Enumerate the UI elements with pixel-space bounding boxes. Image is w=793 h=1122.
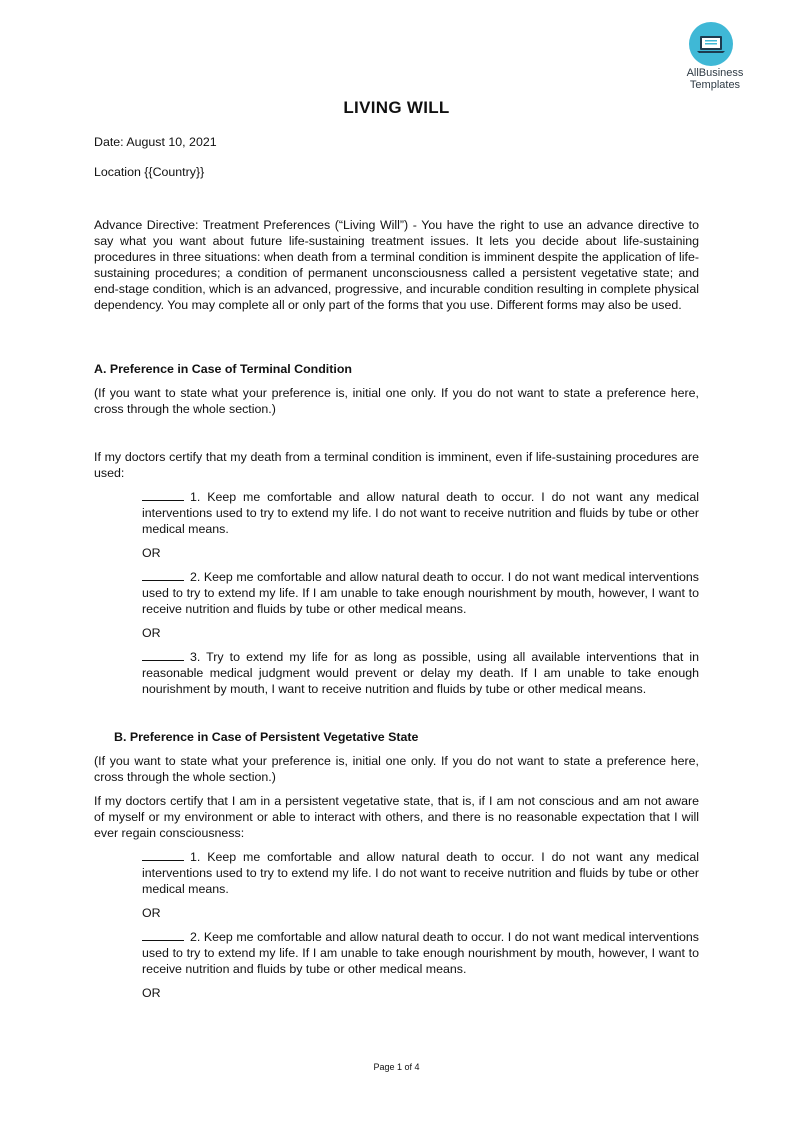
section-a-heading: A. Preference in Case of Terminal Condition [94,362,352,376]
initial-blank[interactable] [142,849,184,861]
section-b-heading: B. Preference in Case of Persistent Vegetative State [114,730,419,744]
document-title: LIVING WILL [343,98,450,117]
or-separator: OR [142,546,161,560]
initial-blank[interactable] [142,569,184,581]
or-separator: OR [142,986,161,1000]
company-logo [680,22,750,94]
logo-line-2: Templates [689,79,741,91]
laptop-icon [689,22,733,66]
option-text: 3. Try to extend my life for as long as possible, using all available interventions that in reasonable medical judgment would prevent or delay my death. If I am unable to take enough nourishment by mouth, I want to receive nutrition and fluids by tube or other medical means. [142,650,699,696]
or-separator: OR [142,906,161,920]
section-b-option-1 [142,849,699,897]
section-a-option-1 [142,489,699,537]
option-text: 1. Keep me comfortable and allow natural death to occur. I do not want any medical interventions used to try to extend my life. I do not want to receive nutrition and fluids by tube or other medical means. [142,850,699,896]
option-text: 2. Keep me comfortable and allow natural death to occur. I do not want medical interventions used to try to extend my life. If I am unable to take enough nourishment by mouth, however, I want to receive nutrition and fluids by tube or other medical means. [142,570,699,616]
option-text: 1. Keep me comfortable and allow natural death to occur. I do not want any medical interventions used to try to extend my life. I do not want to receive nutrition and fluids by tube or other medical means. [142,490,699,536]
section-b-instruction: (If you want to state what your preference is, initial one only. If you do not want to state a preference here, cross through the whole section.) [94,754,699,784]
initial-blank[interactable] [142,489,184,501]
or-separator: OR [142,626,161,640]
section-a-option-2 [142,569,699,617]
initial-blank[interactable] [142,649,184,661]
logo-line-1: AllBusiness [686,67,744,79]
option-text: 2. Keep me comfortable and allow natural death to occur. I do not want medical interventions used to try to extend my life. If I am unable to take enough nourishment by mouth, however, I want to receive nutrition and fluids by tube or other medical means. [142,930,699,976]
page-number: Page 1 of 4 [373,1062,420,1072]
section-a-instruction: (If you want to state what your preference is, initial one only. If you do not want to state a preference here, cross through the whole section.) [94,386,699,416]
section-a-lead: If my doctors certify that my death from a terminal condition is imminent, even if life-sustaining procedures are used: [94,450,699,480]
location-line: Location {{Country}} [94,165,205,179]
intro-paragraph: Advance Directive: Treatment Preferences (“Living Will”) - You have the right to use an advance directive to say what you want about future life-sustaining treatment issues. It lets you decide about life-sustaining procedures in three situations: when death from a terminal condition is imminent despite the application of life-sustaining procedures; a condition of permanent unconsciousness called a persistent vegetative state; and end-stage condition, which is an advanced, progressive, and incurable condition resulting in complete physical dependency. You may complete all or only part of the forms that you use. Different forms may also be used. [94,218,699,312]
date-line: Date: August 10, 2021 [94,135,217,149]
section-b-option-2 [142,929,699,977]
logo-wordmark [680,67,750,91]
section-b-lead: If my doctors certify that I am in a persistent vegetative state, that is, if I am not conscious and am not aware of myself or my environment or able to interact with others, and there is no reasonable expectation that I will ever regain consciousness: [94,794,699,840]
section-a-option-3 [142,649,699,697]
initial-blank[interactable] [142,929,184,941]
